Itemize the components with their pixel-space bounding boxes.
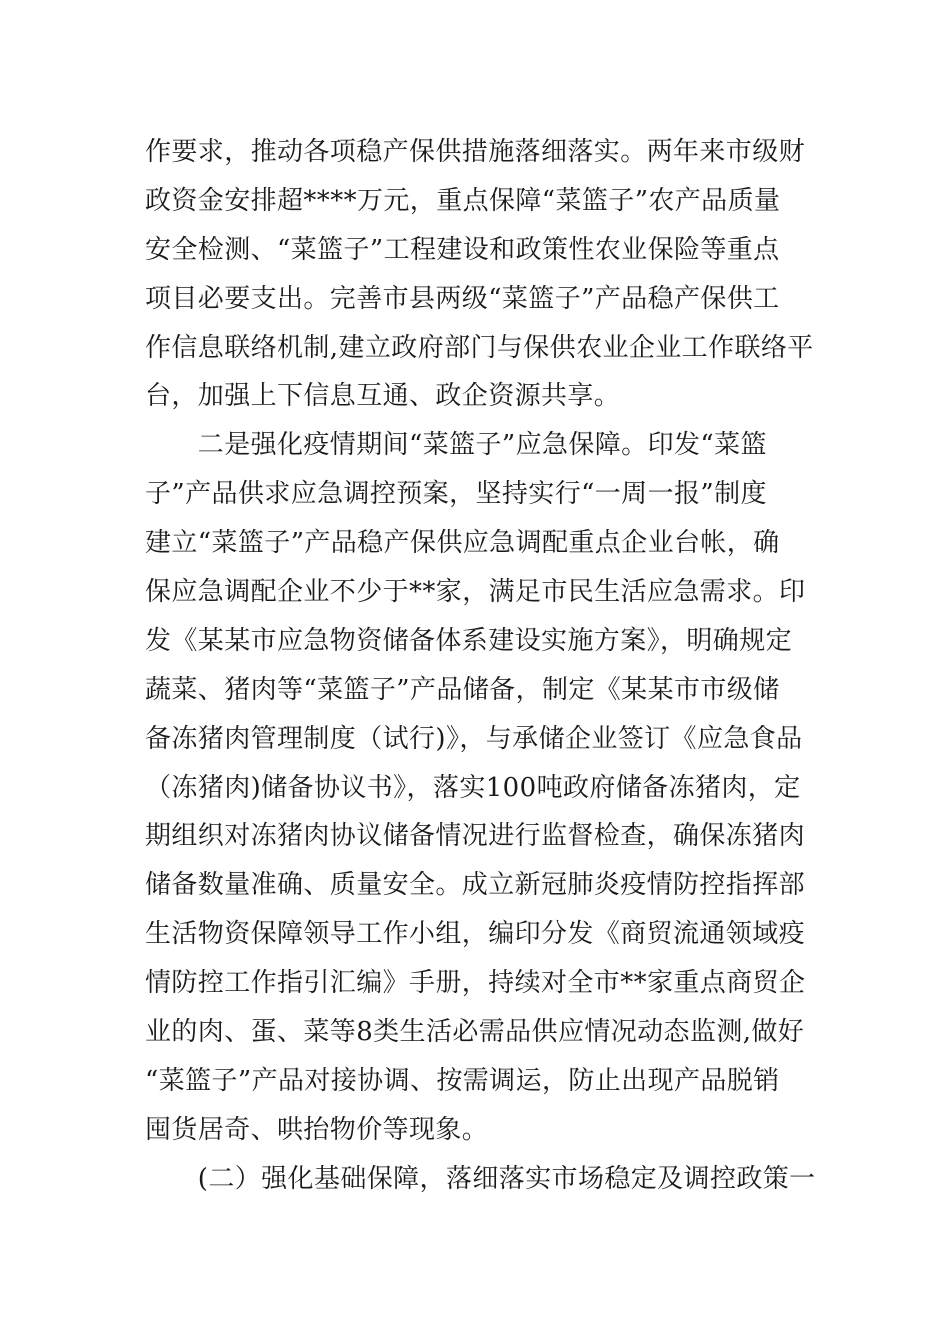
text-line: “菜篮子”产品对接协调、按需调运，防止出现产品脱销 [145, 1065, 780, 1096]
text-line: 政资金安排超****万元，重点保障“菜篮子”农产品质量 [145, 185, 781, 216]
text-line: 作要求，推动各项稳产保供措施落细落实。两年来市级财 [145, 137, 806, 167]
text-line: 生活物资保障领导工作小组，编印分发《商贸流通领域疫 [145, 919, 806, 950]
text-line: 囤货居奇、哄抬物价等现象。 [145, 1114, 489, 1145]
text-line: 储备数量准确、质量安全。成立新冠肺炎疫情防控指挥部 [145, 870, 806, 901]
text-line: 发《某某市应急物资储备体系建设实施方案》，明确规定 [145, 625, 793, 656]
text-line: 安全检测、“菜篮子”工程建设和政策性农业保险等重点 [145, 234, 780, 265]
text-line: （冻猪肉)储备协议书》，落实100吨政府储备冻猪肉，定 [145, 772, 801, 803]
text-line: 备冻猪肉管理制度（试行)》，与承储企业签订《应急食品 [145, 723, 803, 754]
text-line: 台，加强上下信息互通、政企资源共享。 [145, 381, 621, 412]
text-line: 蔬菜、猪肉等“菜篮子”产品储备，制定《某某市市级储 [145, 674, 780, 705]
body-text [145, 128, 817, 1204]
text-line: 子”产品供求应急调控预案，坚持实行“一周一报”制度 [145, 479, 767, 510]
text-line: 保应急调配企业不少于**家，满足市民生活应急需求。印 [145, 577, 806, 608]
text-line: 项目必要支出。完善市县两级“菜篮子”产品稳产保供工 [145, 283, 780, 314]
text-line: 业的肉、蛋、菜等8类生活必需品供应情况动态监测,做好 [145, 1017, 805, 1048]
text-line: (二）强化基础保障，落细落实市场稳定及调控政策一 [145, 1163, 816, 1194]
text-line: 二是强化疫情期间“菜篮子”应急保障。印发“菜篮 [145, 430, 767, 461]
text-line: 情防控工作指引汇编》手册，持续对全市**家重点商贸企 [145, 968, 806, 999]
text-line: 期组织对冻猪肉协议储备情况进行监督检查，确保冻猪肉 [145, 821, 806, 852]
text-line: 建立“菜篮子”产品稳产保供应急调配重点企业台帐，确 [145, 528, 780, 559]
text-line: 作信息联络机制,建立政府部门与保供农业企业工作联络平 [145, 332, 814, 363]
